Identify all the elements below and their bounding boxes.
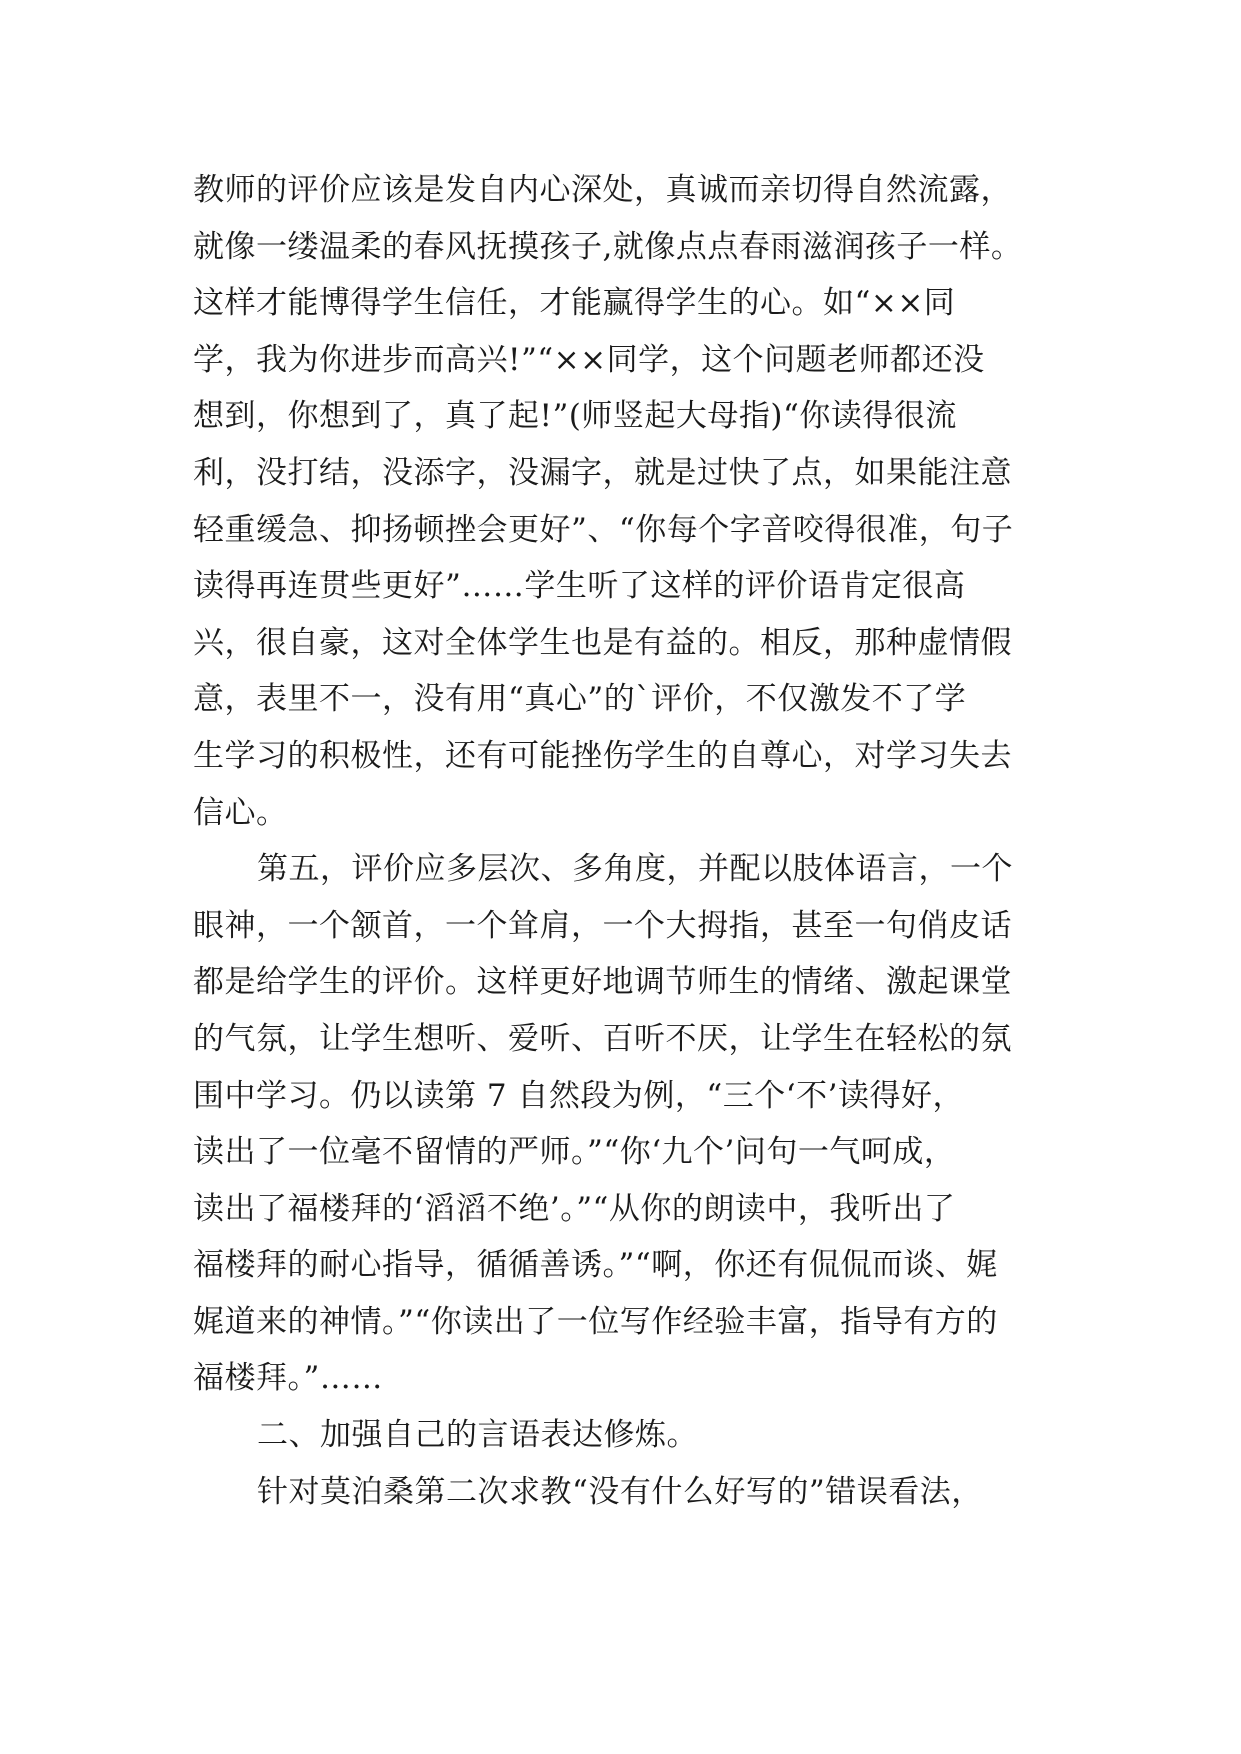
text-line: 读出了福楼拜的‘滔滔不绝’。”“从你的朗读中，我听出了 <box>193 1190 956 1227</box>
section-heading: 二、加强自己的言语表达修炼。 <box>257 1417 698 1454</box>
text-line: 这样才能博得学生信任，才能赢得学生的心。如“××同 <box>193 285 956 322</box>
text-line: 都是给学生的评价。这样更好地调节师生的情绪、激起课堂 <box>193 964 1012 1001</box>
text-line: 眼神，一个颔首，一个耸肩，一个大拇指，甚至一句俏皮话 <box>193 907 1012 944</box>
text-line: 兴，很自豪，这对全体学生也是有益的。相反，那种虚情假 <box>193 624 1012 661</box>
text-line: 的气氛，让学生想听、爱听、百听不厌，让学生在轻松的氛 <box>193 1020 1012 1057</box>
text-line: 利，没打结，没添字，没漏字，就是过快了点，如果能注意 <box>193 454 1012 491</box>
text-line: 信心。 <box>193 794 288 831</box>
text-line: 教师的评价应该是发自内心深处，真诚而亲切得自然流露， <box>193 172 1012 208</box>
text-line: 想到，你想到了，真了起!”(师竖起大母指)“你读得很流 <box>193 398 957 435</box>
text-line: 生学习的积极性，还有可能挫伤学生的自尊心，对学习失去 <box>193 737 1012 774</box>
text-line: 学，我为你进步而高兴!”“××同学，这个问题老师都还没 <box>193 341 985 378</box>
paragraph-first-line: 针对莫泊桑第二次求教“没有什么好写的”错误看法， <box>257 1473 983 1510</box>
text-line: 娓道来的神情。”“你读出了一位写作经验丰富，指导有方的 <box>193 1303 998 1340</box>
document-body <box>193 162 1073 1520</box>
text-line: 读出了一位毫不留情的严师。”“你‘九个’问句一气呵成， <box>193 1134 956 1171</box>
text-line: 福楼拜。”…… <box>193 1360 383 1397</box>
text-line: 轻重缓急、抑扬顿挫会更好”、“你每个字音咬得很准，句子 <box>193 511 1014 548</box>
text-line: 围中学习。仍以读第 7 自然段为例，“三个‘不’读得好， <box>193 1077 964 1114</box>
paragraph-first-line: 第五，评价应多层次、多角度，并配以肢体语言，一个 <box>257 851 1013 888</box>
text-line: 读得再连贯些更好”……学生听了这样的评价语肯定很高 <box>193 568 966 605</box>
text-line: 就像一缕温柔的春风抚摸孩子,就像点点春雨滋润孩子一样。 <box>193 228 1023 265</box>
text-line: 福楼拜的耐心指导，循循善诱。”“啊，你还有侃侃而谈、娓 <box>193 1247 998 1284</box>
text-line: 意，表里不一，没有用“真心”的`评价，不仅激发不了学 <box>193 681 967 718</box>
